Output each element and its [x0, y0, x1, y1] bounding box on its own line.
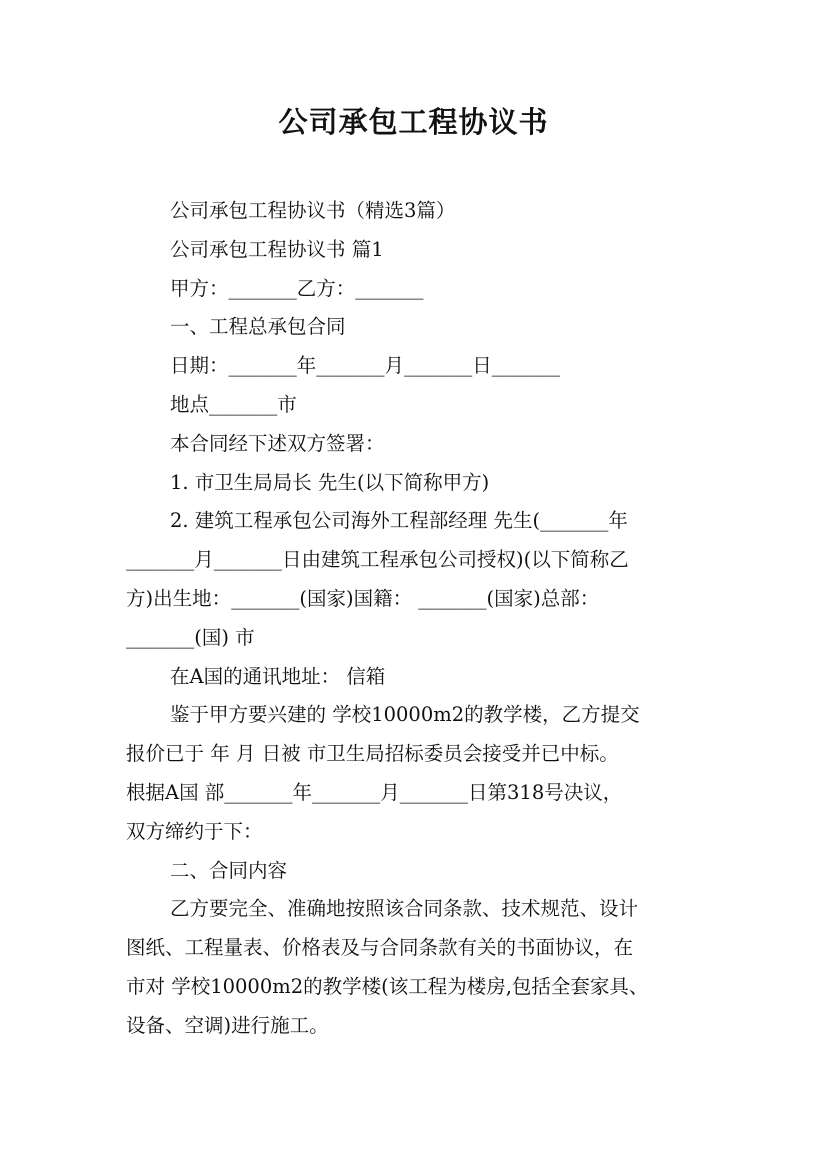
paragraph-line: 本合同经下述双方签署：: [170, 431, 385, 455]
paragraph-line: 甲方：_______乙方：_______: [170, 276, 424, 300]
paragraph-line: 设备、空调)进行施工。: [126, 1013, 329, 1037]
paragraph-line: 方)出生地：_______(国家)国籍： _______(国家)总部：: [126, 586, 600, 610]
paragraph-line: _______(国) 市: [126, 625, 255, 649]
paragraph-line: 鉴于甲方要兴建的 学校10000m2的教学楼，乙方提交: [170, 703, 640, 727]
paragraph-line: _______月_______日由建筑工程承包公司授权)(以下简称乙: [126, 548, 629, 572]
paragraph-line: 日期：_______年_______月_______日_______: [170, 354, 561, 378]
paragraph-line: 根据A国 部_______年_______月_______日第318号决议，: [126, 780, 623, 804]
paragraph-line: 公司承包工程协议书（精选3篇）: [170, 199, 456, 222]
document-title: 公司承包工程协议书: [278, 105, 549, 139]
paragraph-line: 报价已于 年 月 日被 市卫生局招标委员会接受并已中标。: [126, 742, 619, 766]
paragraph-line: 1. 市卫生局局长 先生(以下简称甲方): [170, 470, 490, 494]
section-heading: 二、合同内容: [170, 858, 288, 882]
section-heading: 一、工程总承包合同: [170, 315, 346, 339]
paragraph-line: 双方缔约于下：: [126, 819, 263, 843]
paragraph-line: 地点_______市: [170, 392, 297, 416]
paragraph-line: 乙方要完全、准确地按照该合同条款、技术规范、设计: [170, 897, 639, 921]
paragraph-line: 市对 学校10000m2的教学楼(该工程为楼房,包括全套家具、: [126, 974, 649, 998]
paragraph-line: 2. 建筑工程承包公司海外工程部经理 先生(_______年: [170, 509, 628, 533]
paragraph-line: 图纸、工程量表、价格表及与合同条款有关的书面协议，在: [126, 936, 634, 960]
document-body: [126, 192, 711, 1046]
paragraph-line: 公司承包工程协议书 篇1: [170, 237, 384, 261]
paragraph-line: 在A国的通讯地址： 信箱: [170, 664, 386, 688]
